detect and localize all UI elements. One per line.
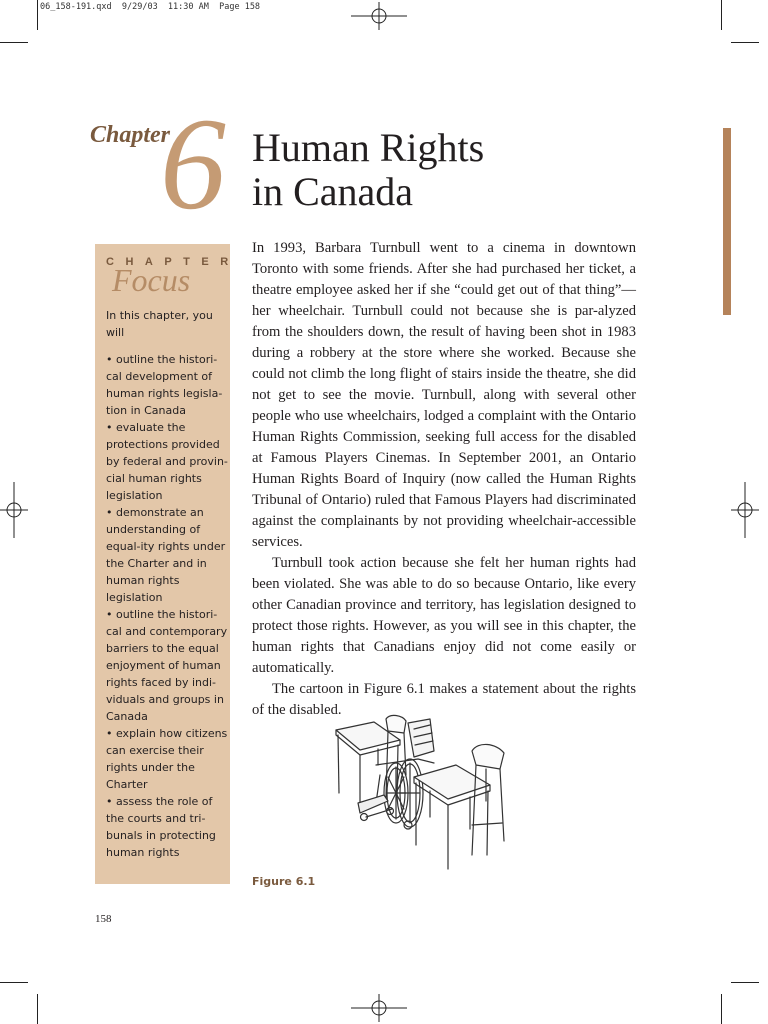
- registration-mark-bottom: [351, 994, 407, 1022]
- chapter-number: 6: [160, 90, 226, 237]
- crop-mark-top-left-h: [0, 42, 28, 43]
- chapter-label: Chapter: [90, 122, 171, 148]
- chapter-focus-content: [106, 307, 228, 861]
- crop-mark-bottom-left-h: [0, 982, 28, 983]
- focus-objective: • outline the histori-cal development of human rights legisla-tion in Canada: [106, 353, 223, 417]
- crop-mark-top-right-h: [731, 42, 759, 43]
- desks-and-wheelchair-illustration: [330, 705, 520, 873]
- body-paragraph-1: In 1993, Barbara Turnbull went to a cinema in downtown Toronto with some friends. After she had purchased her ticket, a theatre employee asked her if she “could get out of that thing”—her wheelchair. Turnbull could not because she is par-alyzed from the shoulders down, the result of having been shot in 1983 during a robbery at the store where she worked. Because she could not climb the long flight of stairs inside the theatre, she did not get to see the movie. Turnbull, along with several other people who use wheelchairs, lodged a complaint with the Ontario Human Rights Commission, seeking full access for the disabled at Famous Players Cinemas. In September 2001, an Ontario Human Rights Board of Inquiry (now called the Human Rights Tribunal of Ontario) ruled that Famous Players had discriminated against the complainants by not providing wheelchair-accessible services.: [252, 240, 636, 550]
- registration-mark-top: [351, 2, 407, 30]
- print-slug: 06_158-191.qxd 9/29/03 11:30 AM Page 158: [40, 2, 261, 12]
- body-paragraph-2: Turnbull took action because she felt her human rights had been violated. She was able to do so because Ontario, like every other Canadian province and territory, has legislation designed to protect those rights. However, as you will see in this chapter, the human rights that Canadians enjoy did not come easily or automatically.: [252, 555, 636, 676]
- crop-mark-top-right-v: [721, 0, 722, 30]
- focus-objective: • assess the role of the courts and tri-bunals in protecting human rights: [106, 795, 216, 859]
- chapter-edge-tab: [723, 128, 731, 315]
- registration-mark-left: [0, 482, 28, 538]
- focus-script-word: Focus: [112, 262, 191, 298]
- focus-objective: • evaluate the protections provided by federal and provin-cial human rights legislation: [106, 421, 228, 502]
- chapter-title-line-1: Human Rights: [252, 125, 485, 170]
- focus-objective: • demonstrate an understanding of equal-ity rights under the Charter and in human rights legislation: [106, 506, 226, 604]
- focus-objectives-list: [106, 351, 228, 861]
- focus-objective: • explain how citizens can exercise their rights under the Charter: [106, 727, 228, 791]
- crop-mark-bottom-right-h: [731, 982, 759, 983]
- body-text: [252, 238, 636, 721]
- crop-mark-bottom-right-v: [721, 994, 722, 1024]
- page-number: 158: [95, 913, 112, 925]
- registration-mark-right: [731, 482, 759, 538]
- focus-objective: • outline the histori-cal and contemporary barriers to the equal enjoyment of human rights faced by indi-viduals and groups in Canada: [106, 608, 228, 723]
- crop-mark-top-left-v: [37, 0, 38, 30]
- body-paragraph-3: The cartoon in Figure 6.1 makes a statement about the rights of the disabled.: [252, 681, 636, 718]
- crop-mark-bottom-left-v: [37, 994, 38, 1024]
- figure-caption: Figure 6.1: [252, 875, 316, 888]
- focus-chapter-letters: CHAPTER: [106, 256, 240, 268]
- chapter-title: [252, 126, 484, 214]
- focus-intro: In this chapter, you will: [106, 309, 213, 339]
- chapter-title-line-2: in Canada: [252, 169, 414, 214]
- chapter-focus-heading: [106, 256, 240, 298]
